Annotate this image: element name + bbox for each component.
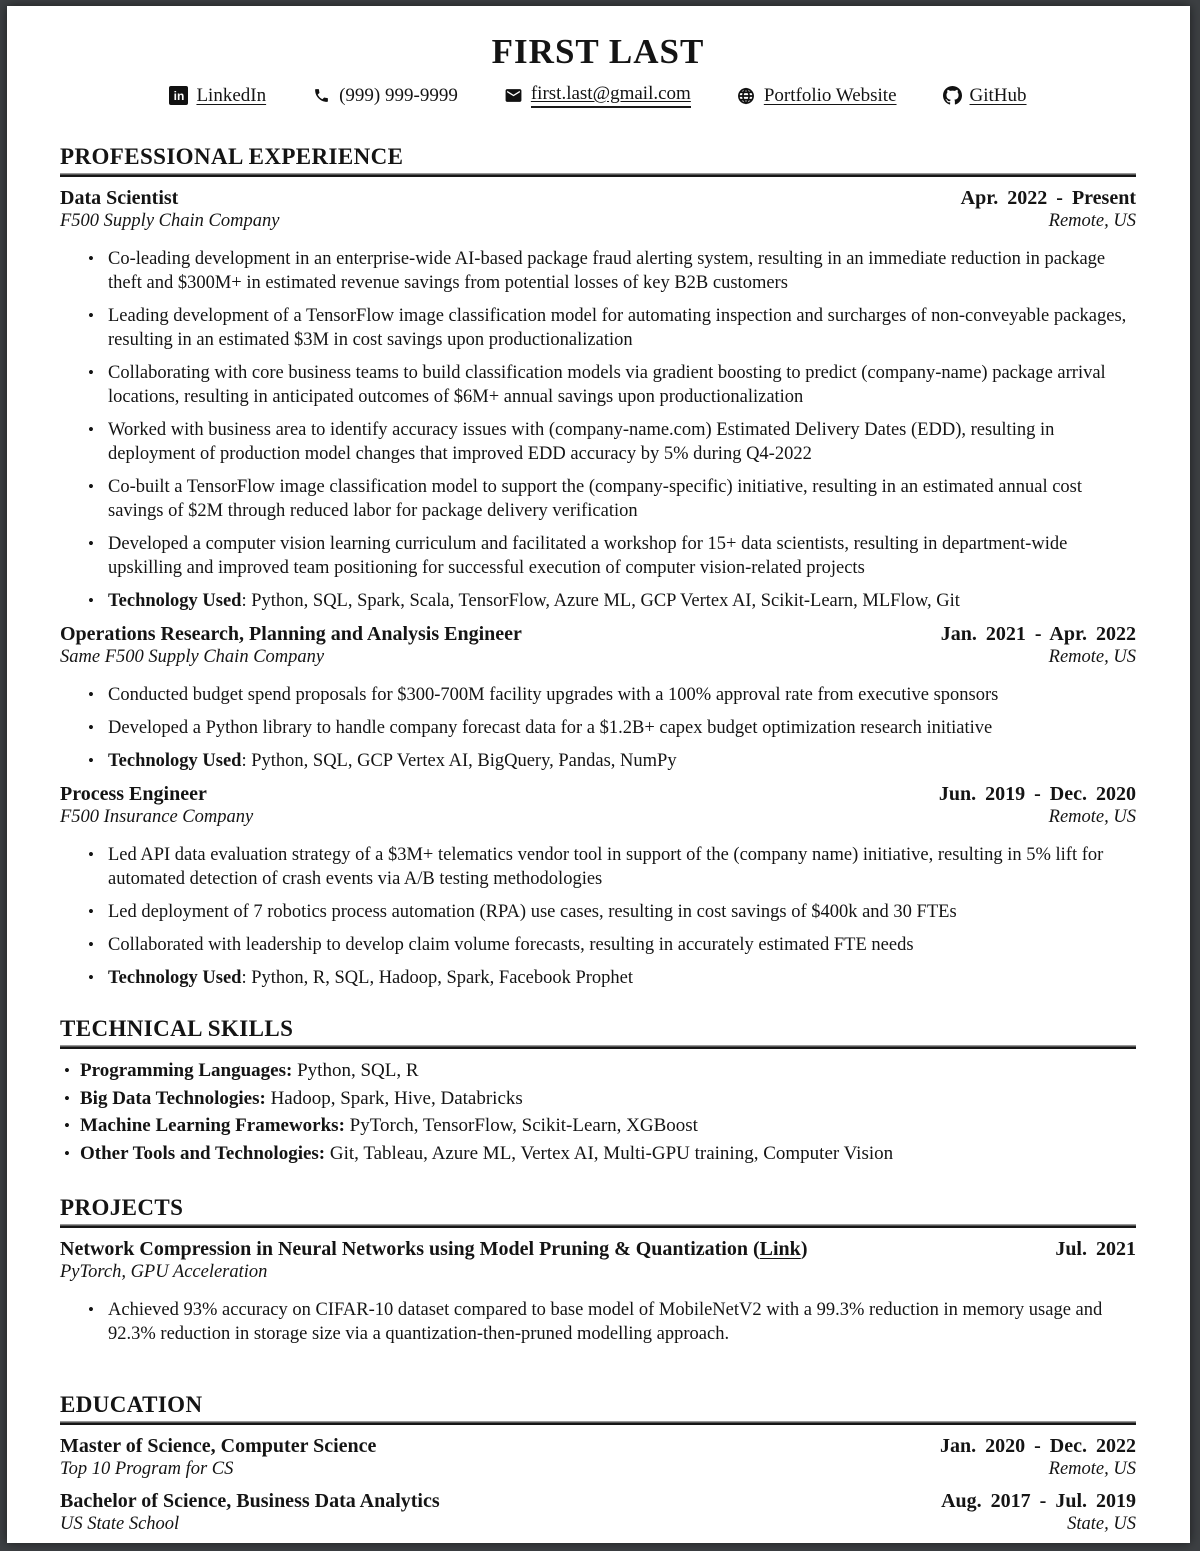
bullet-bold: Technology Used: [108, 591, 242, 611]
skill-item: [64, 1142, 1136, 1166]
linkedin-link[interactable]: [169, 85, 266, 107]
bullet-item: [88, 247, 1136, 295]
bullet-text: Developed a Python library to handle company forecast data for a $1.2B+ capex budget optimization research initiative: [108, 718, 993, 738]
degree-location: State, US: [1067, 1514, 1136, 1534]
degree-title: Master of Science, Computer Science: [60, 1435, 377, 1457]
job-title: Process Engineer: [60, 783, 207, 805]
job-location: Remote, US: [1048, 807, 1136, 827]
section-heading-education: EDUCATION: [60, 1392, 203, 1417]
bullet-text: • Achieved 93% accuracy on CIFAR-10 dataset compared to base model of MobileNetV2 with a 99.3% reduction in memory usage and 92.3% reduction in storage size via a quantization-then-pruned modelling approach.: [108, 1300, 1103, 1344]
bullet-text: Developed a computer vision learning curriculum and facilitated a workshop for 15+ data scientists, resulting in department-wide upskilling and improved team positioning for successful execution of computer vision-related projects: [108, 534, 1068, 578]
section-rule: [60, 173, 1136, 177]
job-dates: Jan. 2021 - Apr. 2022: [940, 623, 1136, 645]
degree-dates: Aug. 2017 - Jul. 2019: [941, 1490, 1136, 1512]
bullet-text: Collaborating with core business teams to build classification models via gradient boosting to predict (company-name) package arrival locations, resulting in anticipated outcomes of $6M+ annual savings upon productionalization: [108, 363, 1106, 407]
skill-values: Python, SQL, R: [292, 1060, 419, 1081]
degree-detail: Top 10 Program for CS: [60, 1459, 234, 1479]
skill-category: Machine Learning Frameworks:: [80, 1115, 345, 1136]
skill-item: [64, 1087, 1136, 1111]
email-link[interactable]: [504, 83, 691, 108]
skill-category: Programming Languages:: [80, 1060, 293, 1081]
job-bullet-list: [88, 843, 1136, 990]
contact-row: [60, 83, 1136, 108]
bullet-item: [88, 900, 1136, 924]
project-title: [60, 1238, 807, 1261]
section-rule: [60, 1224, 1136, 1228]
job-bullet-list: [88, 247, 1136, 613]
bullet-text: : Python, SQL, Spark, Scala, TensorFlow, Azure ML, GCP Vertex AI, Scikit-Learn, MLFlow, Git: [241, 591, 960, 611]
education-subheader: [60, 1514, 1136, 1535]
job-company: F500 Insurance Company: [60, 807, 254, 827]
education-subheader: [60, 1459, 1136, 1480]
bullet-bold: Technology Used: [108, 968, 242, 988]
bullet-item: [88, 418, 1136, 466]
skill-values: Git, Tableau, Azure ML, Vertex AI, Multi-GPU training, Computer Vision: [325, 1142, 894, 1164]
job-dates: Apr. 2022 - Present: [960, 187, 1136, 209]
bullet-item: [88, 532, 1136, 580]
job-company: Same F500 Supply Chain Company: [60, 647, 325, 667]
degree-dates: Jan. 2020 - Dec. 2022: [940, 1435, 1136, 1457]
skill-item: [64, 1114, 1136, 1138]
bullet-item: [88, 716, 1136, 740]
section-heading-skills: TECHNICAL SKILLS: [60, 1016, 294, 1041]
section-heading-experience: PROFESSIONAL EXPERIENCE: [60, 144, 404, 169]
bullet-item: [88, 1298, 1136, 1346]
skill-values: Hadoop, Spark, Hive, Databricks: [265, 1087, 523, 1109]
bullet-item: [88, 683, 1136, 707]
bullet-item: [88, 589, 1136, 613]
github-label[interactable]: GitHub: [969, 84, 1027, 106]
project-subheader: [60, 1262, 1136, 1283]
bullet-text: Worked with business area to identify accuracy issues with (company-name.com) Estimated Delivery Dates (EDD), resulting in deployment of production model changes that improved EDD accuracy by 5% during Q4-2022: [108, 420, 1055, 464]
bullet-text: : Python, R, SQL, Hadoop, Spark, Facebook Prophet: [241, 968, 634, 988]
skill-category: Big Data Technologies:: [80, 1087, 266, 1109]
bullet-item: [88, 304, 1136, 352]
bullet-item: [88, 843, 1136, 891]
project-title-suffix: ): [800, 1238, 808, 1260]
bullet-text: Led deployment of 7 robotics process automation (RPA) use cases, resulting in cost savings of $400k and 30 FTEs: [108, 902, 957, 922]
job-location: Remote, US: [1048, 211, 1136, 231]
project-header: [60, 1238, 1136, 1261]
section-rule: [60, 1421, 1136, 1425]
bullet-item: [88, 933, 1136, 957]
degree-title: Bachelor of Science, Business Data Analytics: [60, 1490, 440, 1512]
github-link[interactable]: [943, 85, 1027, 107]
education-header: [60, 1435, 1136, 1458]
section-rule: [60, 1045, 1136, 1049]
degree-location: Remote, US: [1048, 1459, 1136, 1479]
job-header: [60, 783, 1136, 806]
portfolio-link[interactable]: [737, 85, 897, 107]
resume-page: [7, 6, 1190, 1543]
phone-number: (999) 999-9999: [339, 84, 458, 106]
email-icon: [504, 86, 523, 105]
globe-icon: [737, 86, 756, 105]
degree-detail: US State School: [60, 1514, 180, 1534]
bullet-item: [88, 966, 1136, 990]
bullet-text: : Python, SQL, GCP Vertex AI, BigQuery, Pandas, NumPy: [241, 751, 677, 771]
linkedin-icon: in: [169, 86, 188, 105]
bullet-text: Co-built a TensorFlow image classification model to support the (company-specific) initiative, resulting in an estimated annual cost savings of $2M through reduced labor for package delivery verification: [108, 477, 1083, 521]
skill-category: Other Tools and Technologies:: [80, 1142, 326, 1164]
bullet-text: Co-leading development in an enterprise-wide AI-based package fraud alerting system, resulting in an immediate reduction in package theft and $300M+ in estimated revenue savings from potential losses of key B2B customers: [108, 249, 1106, 293]
job-subheader: [60, 647, 1136, 668]
bullet-item: [88, 749, 1136, 773]
phone-icon: [312, 86, 331, 105]
job-title: Data Scientist: [60, 187, 179, 209]
bullet-item: [88, 475, 1136, 523]
bullet-text: Leading development of a TensorFlow image classification model for automating inspection and surcharges of non-conveyable packages, resulting in an estimated $3M in cost savings upon productionalization: [108, 306, 1127, 350]
bullet-text: Conducted budget spend proposals for $300-700M facility upgrades with a 100% approval rate from executive sponsors: [108, 685, 999, 705]
email-label[interactable]: first.last@gmail.com: [531, 83, 691, 108]
job-title: Operations Research, Planning and Analysis Engineer: [60, 623, 522, 645]
project-bullet-list: [88, 1298, 1136, 1346]
project-link[interactable]: Link: [759, 1238, 801, 1260]
bullet-item: [88, 361, 1136, 409]
job-company: F500 Supply Chain Company: [60, 211, 280, 231]
job-header: [60, 187, 1136, 210]
education-header: [60, 1490, 1136, 1513]
skill-values: PyTorch, TensorFlow, Scikit-Learn, XGBoost: [344, 1115, 698, 1136]
linkedin-label[interactable]: LinkedIn: [196, 84, 267, 106]
bullet-text: Collaborated with leadership to develop claim volume forecasts, resulting in accurately estimated FTE needs: [108, 935, 914, 955]
job-header: [60, 623, 1136, 646]
project-date: Jul. 2021: [1055, 1238, 1136, 1260]
project-title-text: Network Compression in Neural Networks using Model Pruning & Quantization (: [60, 1238, 760, 1260]
project-stack: PyTorch, GPU Acceleration: [60, 1262, 268, 1282]
section-heading-projects: PROJECTS: [60, 1195, 184, 1220]
job-dates: Jun. 2019 - Dec. 2020: [938, 783, 1136, 805]
phone-contact: [312, 85, 458, 107]
page-title: FIRST LAST: [491, 32, 705, 71]
skill-item: [64, 1059, 1136, 1083]
github-icon: [943, 86, 962, 105]
job-subheader: [60, 211, 1136, 232]
bullet-text: Led API data evaluation strategy of a $3M+ telematics vendor tool in support of the (company name) initiative, resulting in 5% lift for automated detection of crash events via A/B testing methodologies: [108, 845, 1104, 889]
portfolio-label[interactable]: Portfolio Website: [763, 84, 897, 106]
skills-list: [64, 1059, 1136, 1165]
bullet-bold: Technology Used: [108, 751, 242, 771]
job-subheader: [60, 807, 1136, 828]
job-bullet-list: [88, 683, 1136, 773]
job-location: Remote, US: [1048, 647, 1136, 667]
